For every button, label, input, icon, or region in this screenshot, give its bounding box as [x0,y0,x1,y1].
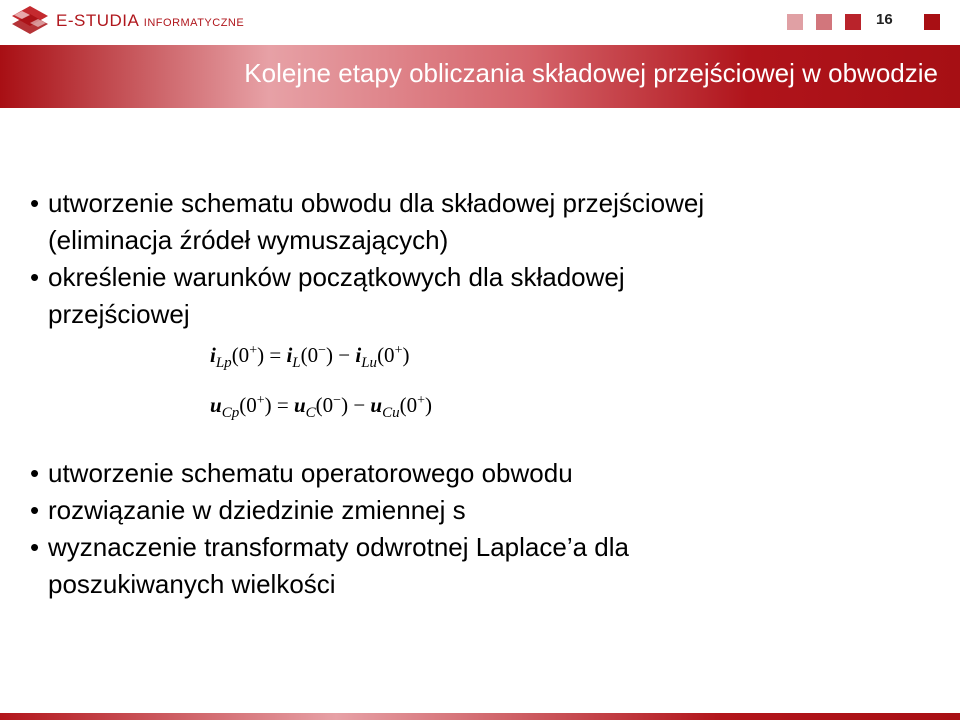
bullet-text-cont: (eliminacja źródeł wymuszających) [48,225,449,255]
slide-title: Kolejne etapy obliczania składowej przejściowej w obwodzie [244,58,938,88]
logo-text-big: E-STUDIA [56,11,140,30]
bullet-dot: • [30,188,40,218]
bullet-item [30,455,930,492]
page-number: 16 [876,11,893,28]
square-1 [787,14,803,30]
bullet-text-cont: przejściowej [48,299,190,329]
bullet-text: wyznaczenie transformaty odwrotnej Laplace’a dla [48,532,629,562]
square-2 [816,14,832,30]
logo-text-small: INFORMATYCZNE [143,17,245,29]
bullet-item [30,185,930,259]
formula-voltage: $u_{Cp}(0^+) = u_C(0^-) - u_{Cu}(0^+)$ [210,393,433,421]
bullet-dot: • [30,495,40,525]
bullet-list-top [30,185,930,333]
square-3 [845,14,861,30]
formula-current: $i_{Lp}(0^+) = i_L(0^-) - i_{Lu}(0^+)$ [210,343,410,371]
footer-bar [0,713,960,720]
bullet-text: rozwiązanie w dziedzinie zmiennej s [48,495,466,525]
square-4 [924,14,940,30]
bullet-item [30,529,930,603]
bullet-dot: • [30,262,40,292]
bullet-text: określenie warunków początkowych dla składowej [48,262,625,292]
bullet-text: utworzenie schematu operatorowego obwodu [48,458,573,488]
bullet-dot: • [30,532,40,562]
bullet-list-bottom [30,455,930,603]
bullet-item [30,492,930,529]
logo-mark-icon [10,4,50,38]
bullet-text-cont: poszukiwanych wielkości [48,569,336,599]
bullet-dot: • [30,458,40,488]
title-bar [0,45,960,108]
logo-text [56,11,244,31]
bullet-text: utworzenie schematu obwodu dla składowej przejściowej [48,188,705,218]
logo [10,4,244,38]
bullet-item [30,259,930,333]
